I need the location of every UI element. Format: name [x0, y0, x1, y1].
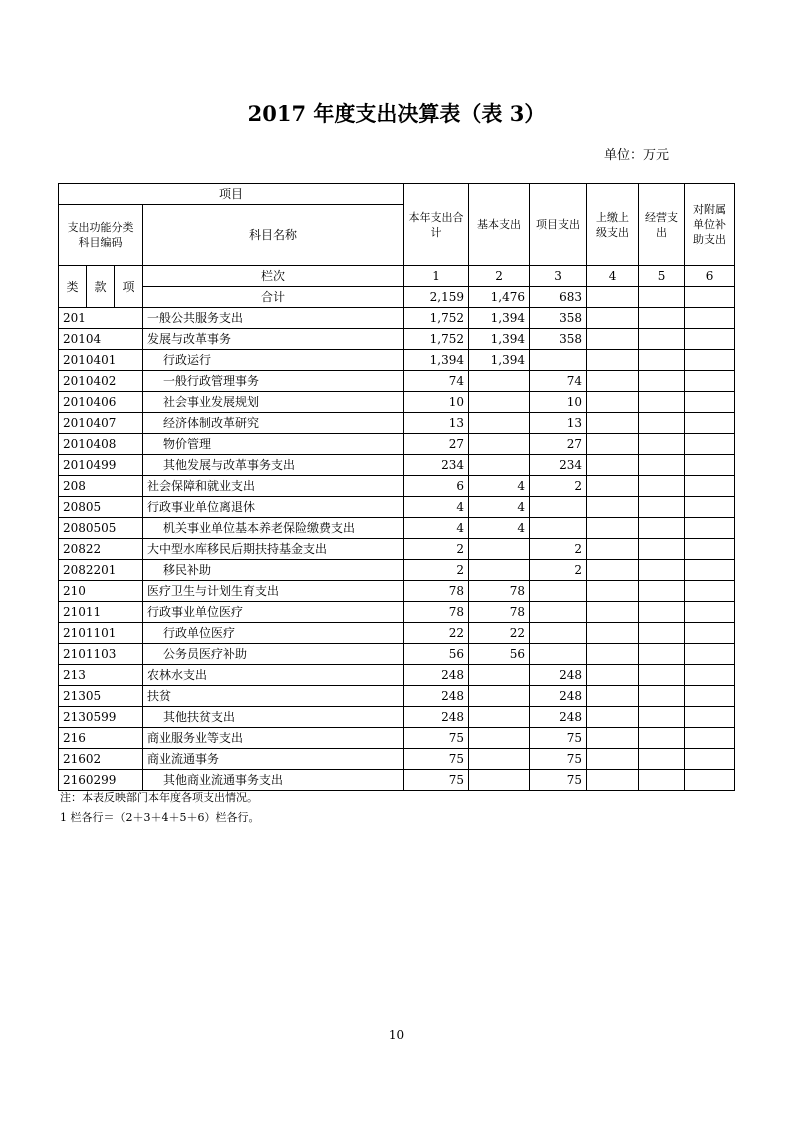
row-v1: 1,394: [404, 350, 469, 371]
row-v3: 75: [530, 749, 587, 770]
note-line: 1 栏各行＝（2＋3＋4＋5＋6）栏各行。: [60, 811, 260, 824]
table-row: [59, 392, 735, 413]
row-v2: [469, 434, 530, 455]
row-v4: [587, 371, 639, 392]
row-v2: 22: [469, 623, 530, 644]
table-row: [59, 665, 735, 686]
row-v1: 75: [404, 770, 469, 791]
header-kuan: 款: [87, 266, 115, 308]
row-v1: 1,752: [404, 329, 469, 350]
table-row: [59, 623, 735, 644]
row-v6: [685, 371, 735, 392]
row-v3: 248: [530, 707, 587, 728]
table-row: [59, 329, 735, 350]
row-v4: [587, 602, 639, 623]
row-v3: 2: [530, 560, 587, 581]
row-v4: [587, 308, 639, 329]
header-lei: 类: [59, 266, 87, 308]
note-line: 注：本表反映部门本年度各项支出情况。: [60, 791, 258, 804]
row-v1: 78: [404, 602, 469, 623]
row-name: 一般行政管理事务: [143, 371, 404, 392]
row-name: 移民补助: [143, 560, 404, 581]
row-v4: [587, 749, 639, 770]
row-code: 2130599: [59, 707, 143, 728]
col-number: 6: [685, 266, 735, 287]
row-name: 公务员医疗补助: [143, 644, 404, 665]
row-code: 2010401: [59, 350, 143, 371]
row-name: 其他发展与改革事务支出: [143, 455, 404, 476]
row-v3: 358: [530, 308, 587, 329]
row-v4: [587, 770, 639, 791]
row-name: 一般公共服务支出: [143, 308, 404, 329]
row-v3: [530, 623, 587, 644]
row-name: 行政运行: [143, 350, 404, 371]
row-v2: [469, 539, 530, 560]
row-v1: 234: [404, 455, 469, 476]
row-v4: [587, 518, 639, 539]
row-v2: 4: [469, 497, 530, 518]
row-v3: [530, 644, 587, 665]
row-name: 大中型水库移民后期扶持基金支出: [143, 539, 404, 560]
row-code: 21305: [59, 686, 143, 707]
row-v6: [685, 728, 735, 749]
row-name: 医疗卫生与计划生育支出: [143, 581, 404, 602]
row-v2: 1,394: [469, 350, 530, 371]
row-v5: [639, 560, 685, 581]
row-v1: 2: [404, 560, 469, 581]
row-v5: [639, 728, 685, 749]
row-code: 201: [59, 308, 143, 329]
row-v1: 4: [404, 497, 469, 518]
row-code: 2160299: [59, 770, 143, 791]
row-v2: 78: [469, 602, 530, 623]
row-v2: 78: [469, 581, 530, 602]
table-row: [59, 560, 735, 581]
row-v4: [587, 728, 639, 749]
row-v5: [639, 539, 685, 560]
row-name: 社会保障和就业支出: [143, 476, 404, 497]
header-lanci: 栏次: [143, 266, 404, 287]
row-v6: [685, 665, 735, 686]
row-v5: [639, 686, 685, 707]
row-v1: 13: [404, 413, 469, 434]
header-col4: 上缴上级支出: [587, 184, 639, 266]
table-row: [59, 413, 735, 434]
row-v6: [685, 476, 735, 497]
table-row: [59, 707, 735, 728]
table-row: [59, 581, 735, 602]
header-col1: 本年支出合计: [404, 184, 469, 266]
row-code: 21011: [59, 602, 143, 623]
row-v3: 75: [530, 728, 587, 749]
row-v2: [469, 392, 530, 413]
row-v5: [639, 518, 685, 539]
row-v5: [639, 623, 685, 644]
row-name: 经济体制改革研究: [143, 413, 404, 434]
row-v6: [685, 539, 735, 560]
row-code: 216: [59, 728, 143, 749]
row-name: 商业流通事务: [143, 749, 404, 770]
row-v3: 13: [530, 413, 587, 434]
total-v3: 683: [530, 287, 587, 308]
row-v3: [530, 581, 587, 602]
row-v5: [639, 455, 685, 476]
header-item: 项目: [59, 184, 404, 205]
row-code: 21602: [59, 749, 143, 770]
total-v1: 2,159: [404, 287, 469, 308]
row-code: 2010407: [59, 413, 143, 434]
row-v6: [685, 644, 735, 665]
row-v4: [587, 455, 639, 476]
table-row: [59, 497, 735, 518]
row-code: 20822: [59, 539, 143, 560]
row-v3: 358: [530, 329, 587, 350]
row-code: 2101103: [59, 644, 143, 665]
row-name: 商业服务业等支出: [143, 728, 404, 749]
row-v5: [639, 644, 685, 665]
row-v1: 75: [404, 728, 469, 749]
row-v2: [469, 560, 530, 581]
row-v2: [469, 686, 530, 707]
row-v3: 234: [530, 455, 587, 476]
row-v3: 10: [530, 392, 587, 413]
row-code: 2010408: [59, 434, 143, 455]
row-code: 20805: [59, 497, 143, 518]
row-v4: [587, 560, 639, 581]
row-v3: 2: [530, 539, 587, 560]
col-number: 5: [639, 266, 685, 287]
row-name: 行政事业单位医疗: [143, 602, 404, 623]
row-v2: [469, 728, 530, 749]
row-v5: [639, 707, 685, 728]
row-v2: 4: [469, 476, 530, 497]
row-v1: 6: [404, 476, 469, 497]
row-v2: [469, 371, 530, 392]
row-v2: 4: [469, 518, 530, 539]
row-v4: [587, 497, 639, 518]
row-v6: [685, 749, 735, 770]
row-code: 20104: [59, 329, 143, 350]
table-row: [59, 686, 735, 707]
row-v3: 248: [530, 686, 587, 707]
row-v6: [685, 518, 735, 539]
row-v6: [685, 350, 735, 371]
row-v1: 248: [404, 665, 469, 686]
table-row: [59, 728, 735, 749]
table-row: [59, 539, 735, 560]
row-v1: 27: [404, 434, 469, 455]
row-name: 扶贫: [143, 686, 404, 707]
header-col2: 基本支出: [469, 184, 530, 266]
row-code: 210: [59, 581, 143, 602]
row-name: 社会事业发展规划: [143, 392, 404, 413]
row-v5: [639, 476, 685, 497]
row-v6: [685, 308, 735, 329]
row-v6: [685, 623, 735, 644]
header-code-label: 支出功能分类科目编码: [59, 205, 143, 266]
row-name: 行政事业单位离退休: [143, 497, 404, 518]
notes: [60, 788, 260, 828]
row-v6: [685, 581, 735, 602]
row-name: 机关事业单位基本养老保险缴费支出: [143, 518, 404, 539]
row-v6: [685, 602, 735, 623]
row-v2: [469, 665, 530, 686]
total-label: 合计: [143, 287, 404, 308]
row-v1: 1,752: [404, 308, 469, 329]
col-number: 1: [404, 266, 469, 287]
row-v3: [530, 518, 587, 539]
header-col5: 经营支出: [639, 184, 685, 266]
row-v5: [639, 497, 685, 518]
row-v1: 74: [404, 371, 469, 392]
row-v1: 78: [404, 581, 469, 602]
header-col3: 项目支出: [530, 184, 587, 266]
row-v5: [639, 371, 685, 392]
row-v5: [639, 392, 685, 413]
row-code: 213: [59, 665, 143, 686]
row-v6: [685, 707, 735, 728]
row-v1: 248: [404, 707, 469, 728]
page-title: 2017 年度支出决算表（表 3）: [247, 101, 546, 126]
row-v3: 2: [530, 476, 587, 497]
row-v1: 75: [404, 749, 469, 770]
row-v2: [469, 707, 530, 728]
row-v4: [587, 686, 639, 707]
row-code: 2010402: [59, 371, 143, 392]
row-v4: [587, 665, 639, 686]
row-name: 其他商业流通事务支出: [143, 770, 404, 791]
row-code: 208: [59, 476, 143, 497]
row-code: 2082201: [59, 560, 143, 581]
row-code: 2010406: [59, 392, 143, 413]
row-v3: [530, 497, 587, 518]
table-row: [59, 476, 735, 497]
page-number: 10: [388, 1028, 405, 1042]
row-v2: [469, 455, 530, 476]
row-v5: [639, 350, 685, 371]
table-row: [59, 518, 735, 539]
col-number: 4: [587, 266, 639, 287]
row-v2: 1,394: [469, 329, 530, 350]
row-v6: [685, 560, 735, 581]
row-v2: 1,394: [469, 308, 530, 329]
row-v5: [639, 308, 685, 329]
row-v1: 2: [404, 539, 469, 560]
row-v6: [685, 770, 735, 791]
row-v6: [685, 392, 735, 413]
row-v1: 56: [404, 644, 469, 665]
row-v5: [639, 665, 685, 686]
table-row: [59, 602, 735, 623]
table-row: [59, 455, 735, 476]
row-v6: [685, 413, 735, 434]
total-row: [59, 287, 735, 308]
row-v2: [469, 770, 530, 791]
row-name: 物价管理: [143, 434, 404, 455]
row-v3: 74: [530, 371, 587, 392]
row-v5: [639, 581, 685, 602]
col-number: 2: [469, 266, 530, 287]
row-v4: [587, 434, 639, 455]
row-v4: [587, 476, 639, 497]
row-v4: [587, 644, 639, 665]
row-v5: [639, 749, 685, 770]
row-v4: [587, 392, 639, 413]
row-v4: [587, 413, 639, 434]
table-row: [59, 308, 735, 329]
row-v2: [469, 413, 530, 434]
row-v3: 248: [530, 665, 587, 686]
row-v2: [469, 749, 530, 770]
row-v6: [685, 686, 735, 707]
table-row: [59, 371, 735, 392]
row-v3: 75: [530, 770, 587, 791]
table-row: [59, 749, 735, 770]
row-v4: [587, 539, 639, 560]
unit-label: 单位：万元: [604, 148, 670, 163]
row-v6: [685, 329, 735, 350]
row-name: 发展与改革事务: [143, 329, 404, 350]
table-row: [59, 644, 735, 665]
total-v2: 1,476: [469, 287, 530, 308]
header-name-label: 科目名称: [143, 205, 404, 266]
header-xiang: 项: [115, 266, 143, 308]
row-v5: [639, 602, 685, 623]
table-row: [59, 350, 735, 371]
row-v5: [639, 770, 685, 791]
row-v5: [639, 329, 685, 350]
row-v6: [685, 434, 735, 455]
row-code: 2080505: [59, 518, 143, 539]
row-v4: [587, 707, 639, 728]
row-v4: [587, 581, 639, 602]
row-v5: [639, 413, 685, 434]
row-code: 2101101: [59, 623, 143, 644]
row-v4: [587, 350, 639, 371]
col-number: 3: [530, 266, 587, 287]
row-name: 行政单位医疗: [143, 623, 404, 644]
table-row: [59, 434, 735, 455]
row-v6: [685, 455, 735, 476]
row-v1: 4: [404, 518, 469, 539]
row-v3: [530, 602, 587, 623]
row-v5: [639, 434, 685, 455]
row-v3: 27: [530, 434, 587, 455]
row-code: 2010499: [59, 455, 143, 476]
row-v3: [530, 350, 587, 371]
row-v6: [685, 497, 735, 518]
row-v1: 22: [404, 623, 469, 644]
expenditure-table: [58, 183, 735, 791]
header-col6: 对附属单位补助支出: [685, 184, 735, 266]
row-name: 其他扶贫支出: [143, 707, 404, 728]
row-v2: 56: [469, 644, 530, 665]
row-v1: 10: [404, 392, 469, 413]
row-v4: [587, 329, 639, 350]
row-v1: 248: [404, 686, 469, 707]
row-v4: [587, 623, 639, 644]
row-name: 农林水支出: [143, 665, 404, 686]
